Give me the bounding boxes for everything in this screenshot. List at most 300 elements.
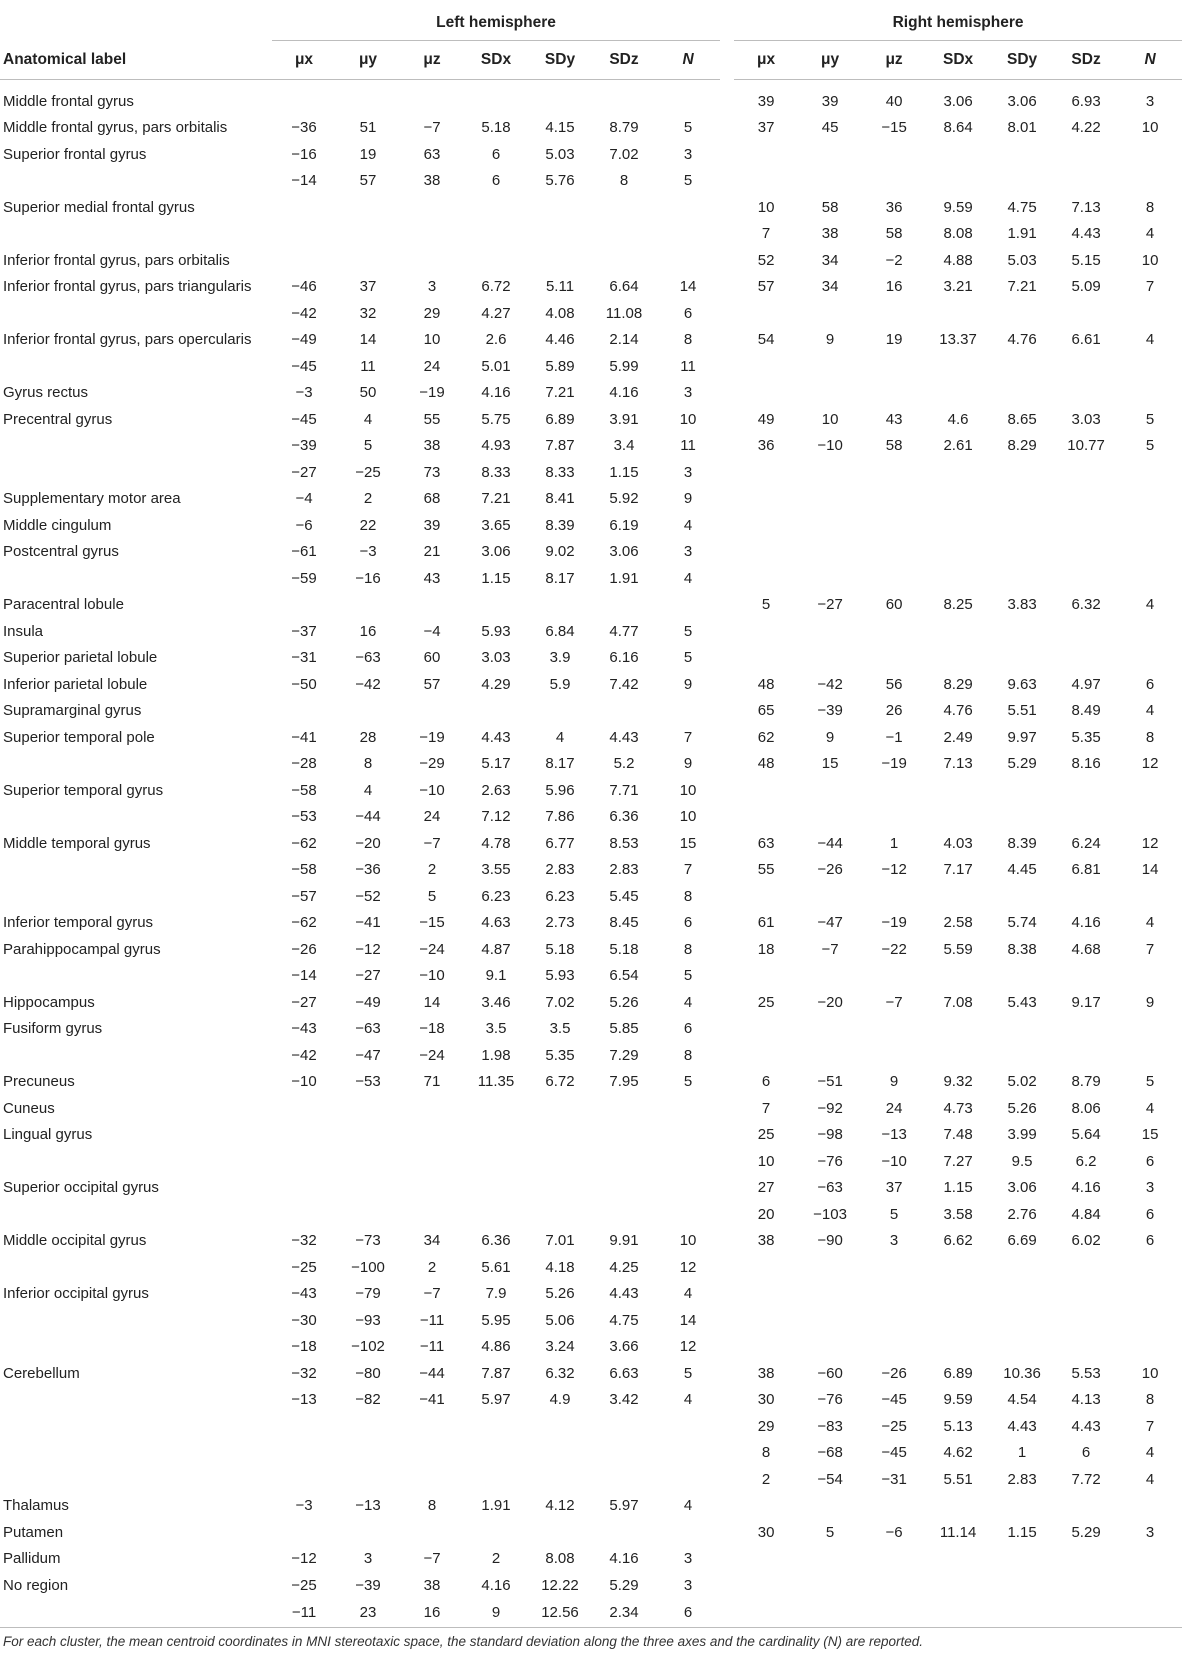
left-n-cell: 15 bbox=[679, 834, 697, 852]
anatomical-label-cell bbox=[0, 168, 272, 195]
right-sd-x-cell: 3.58 bbox=[943, 1205, 973, 1223]
left-mu-z-cell: 10 bbox=[423, 331, 441, 349]
left-mu-y-cell: −53 bbox=[355, 1073, 381, 1091]
left-sd-x-cell: 6.23 bbox=[481, 887, 511, 905]
table-row bbox=[0, 1546, 1182, 1573]
right-n-cell: 15 bbox=[1141, 1126, 1159, 1144]
left-mu-z-cell: −7 bbox=[423, 119, 441, 137]
left-n-cell: 9 bbox=[683, 675, 693, 693]
left-mu-z-cell: −7 bbox=[423, 1285, 441, 1303]
left-sd-z-cell bbox=[592, 1148, 656, 1175]
right-mu-x-cell bbox=[734, 141, 798, 168]
right-sd-y-header: SDy bbox=[990, 41, 1054, 80]
left-sd-y-cell: 8.17 bbox=[545, 755, 575, 773]
right-sd-z-cell: 5.64 bbox=[1071, 1126, 1101, 1144]
right-mu-z-cell: 26 bbox=[885, 702, 903, 720]
left-sd-x-cell: 5.97 bbox=[481, 1391, 511, 1409]
right-sd-y-cell: 10.36 bbox=[1003, 1364, 1041, 1382]
anatomical-label-cell: Precentral gyrus bbox=[3, 410, 113, 428]
right-sd-z-cell: 5.29 bbox=[1071, 1523, 1101, 1541]
left-mu-x-cell: −50 bbox=[291, 675, 317, 693]
left-n-cell: 6 bbox=[683, 1020, 693, 1038]
left-mu-x-cell bbox=[272, 1175, 336, 1202]
right-mu-z-cell: −2 bbox=[885, 251, 903, 269]
hemisphere-gap bbox=[720, 406, 734, 433]
right-mu-y-cell: −63 bbox=[817, 1179, 843, 1197]
anatomical-label-cell: Middle temporal gyrus bbox=[3, 834, 151, 852]
left-sd-x-cell bbox=[464, 194, 528, 221]
left-sd-y-cell: 7.86 bbox=[545, 808, 575, 826]
left-n-cell: 14 bbox=[679, 278, 697, 296]
right-sd-y-cell bbox=[990, 353, 1054, 380]
hemisphere-gap bbox=[720, 618, 734, 645]
left-sd-x-cell: 5.95 bbox=[481, 1311, 511, 1329]
right-sd-z-cell bbox=[1054, 141, 1118, 168]
left-n-cell: 10 bbox=[679, 781, 697, 799]
hemisphere-gap bbox=[720, 1360, 734, 1387]
right-n-cell: 7 bbox=[1145, 1417, 1155, 1435]
left-sd-y-cell: 7.01 bbox=[545, 1232, 575, 1250]
left-mu-z-cell: 73 bbox=[423, 463, 441, 481]
hemisphere-gap bbox=[720, 989, 734, 1016]
right-sd-y-cell bbox=[990, 1599, 1054, 1628]
right-mu-x-cell bbox=[734, 1042, 798, 1069]
left-n-cell bbox=[656, 1519, 720, 1546]
left-mu-x-cell: −25 bbox=[291, 1258, 317, 1276]
right-sd-z-cell bbox=[1054, 459, 1118, 486]
anatomical-label-cell: Middle frontal gyrus bbox=[3, 92, 134, 110]
left-sd-z-cell: 3.66 bbox=[609, 1338, 639, 1356]
left-sd-z-cell bbox=[592, 221, 656, 248]
anatomical-label-cell: Superior temporal gyrus bbox=[3, 781, 164, 799]
left-mu-z-cell: 14 bbox=[423, 993, 441, 1011]
right-mu-y-cell: −47 bbox=[817, 914, 843, 932]
table-row bbox=[0, 671, 1182, 698]
left-n-cell: 5 bbox=[683, 1073, 693, 1091]
right-mu-x-cell: 61 bbox=[757, 914, 775, 932]
right-n-cell: 8 bbox=[1145, 198, 1155, 216]
table-footnote: For each cluster, the mean centroid coordinates in MNI stereotaxic space, the standard deviation along the three axes and the cardinality (N) are reported. bbox=[3, 1634, 924, 1649]
right-sd-z-cell: 5.09 bbox=[1071, 278, 1101, 296]
left-sd-y-cell: 2.83 bbox=[545, 861, 575, 879]
right-n-cell bbox=[1118, 1334, 1182, 1361]
left-sd-x-cell: 3.03 bbox=[481, 649, 511, 667]
left-mu-y-cell: 50 bbox=[359, 384, 377, 402]
left-sd-x-cell: 5.61 bbox=[481, 1258, 511, 1276]
table-row bbox=[0, 1387, 1182, 1414]
hemisphere-gap bbox=[720, 1122, 734, 1149]
hemisphere-gap bbox=[720, 1069, 734, 1096]
hemisphere-gap bbox=[720, 830, 734, 857]
left-sd-y-cell bbox=[528, 80, 592, 115]
right-n-cell: 8 bbox=[1145, 728, 1155, 746]
left-sd-z-cell bbox=[592, 698, 656, 725]
left-sd-x-cell: 4.16 bbox=[481, 1576, 511, 1594]
left-mu-x-cell: −11 bbox=[272, 1599, 336, 1628]
left-mu-y-cell: 28 bbox=[359, 728, 377, 746]
left-n-cell: 7 bbox=[683, 728, 693, 746]
right-mu-x-cell: 25 bbox=[757, 993, 775, 1011]
left-sd-z-cell: 7.02 bbox=[609, 145, 639, 163]
anatomical-label-cell: Inferior frontal gyrus, pars orbitalis bbox=[3, 251, 230, 269]
table-row bbox=[0, 247, 1182, 274]
table-row bbox=[0, 1440, 1182, 1467]
left-n-cell bbox=[656, 1440, 720, 1467]
table-row bbox=[0, 804, 1182, 831]
anatomical-label-cell: Cerebellum bbox=[3, 1364, 80, 1382]
left-n-cell: 4 bbox=[683, 569, 693, 587]
left-sd-y-cell: 7.02 bbox=[545, 993, 575, 1011]
hemisphere-gap bbox=[720, 1148, 734, 1175]
anatomical-label-cell: Precuneus bbox=[3, 1073, 75, 1091]
left-sd-x-cell: 7.87 bbox=[481, 1364, 511, 1382]
left-mu-x-cell: −62 bbox=[291, 834, 317, 852]
right-sd-x-cell bbox=[926, 1546, 990, 1573]
right-mu-z-cell bbox=[862, 1281, 926, 1308]
anatomical-label-cell bbox=[0, 857, 272, 884]
left-n-cell: 6 bbox=[656, 1599, 720, 1628]
left-n-cell: 10 bbox=[679, 1232, 697, 1250]
left-mu-z-cell: −10 bbox=[419, 781, 445, 799]
left-sd-y-cell: 5.76 bbox=[545, 172, 575, 190]
right-n-cell: 4 bbox=[1145, 1099, 1155, 1117]
right-mu-z-header: μz bbox=[862, 41, 926, 80]
left-mu-x-cell: −57 bbox=[291, 887, 317, 905]
hemisphere-gap bbox=[720, 724, 734, 751]
right-mu-x-cell: 49 bbox=[757, 410, 775, 428]
right-mu-z-cell bbox=[862, 459, 926, 486]
right-n-cell: 6 bbox=[1145, 1232, 1155, 1250]
hemisphere-gap bbox=[720, 1572, 734, 1599]
right-sd-z-cell: 6.2 bbox=[1075, 1152, 1097, 1170]
left-sd-z-cell bbox=[592, 80, 656, 115]
right-sd-z-cell: 4.68 bbox=[1071, 940, 1101, 958]
right-sd-x-cell: 6.89 bbox=[943, 1364, 973, 1382]
right-sd-x-cell bbox=[926, 963, 990, 990]
left-mu-z-cell: 2 bbox=[427, 1258, 437, 1276]
left-n-cell: 11 bbox=[680, 357, 696, 375]
right-sd-x-cell: 8.25 bbox=[943, 596, 973, 614]
right-mu-y-cell bbox=[798, 777, 862, 804]
left-mu-x-cell: −32 bbox=[291, 1364, 317, 1382]
right-sd-x-cell bbox=[926, 1254, 990, 1281]
right-n-cell bbox=[1118, 1572, 1182, 1599]
right-mu-z-cell bbox=[862, 645, 926, 672]
right-mu-x-cell bbox=[734, 1493, 798, 1520]
right-mu-x-cell: 8 bbox=[761, 1444, 771, 1462]
right-sd-y-cell bbox=[990, 883, 1054, 910]
left-mu-y-cell: −49 bbox=[355, 993, 381, 1011]
right-sd-z-cell bbox=[1054, 777, 1118, 804]
right-sd-y-cell: 2.83 bbox=[1007, 1470, 1037, 1488]
right-mu-z-cell bbox=[862, 1254, 926, 1281]
right-mu-z-cell: 58 bbox=[885, 225, 903, 243]
left-mu-y-cell: 32 bbox=[359, 304, 377, 322]
anatomical-label-cell: Pallidum bbox=[3, 1550, 61, 1568]
right-sd-x-cell: 5.51 bbox=[943, 1470, 973, 1488]
right-mu-x-cell bbox=[734, 565, 798, 592]
left-n-cell: 3 bbox=[683, 543, 693, 561]
left-mu-y-cell: −52 bbox=[355, 887, 381, 905]
left-sd-y-cell bbox=[528, 1175, 592, 1202]
table-body bbox=[0, 80, 1182, 1628]
anatomical-label-cell bbox=[0, 565, 272, 592]
right-sd-z-cell bbox=[1054, 963, 1118, 990]
right-mu-x-cell: 18 bbox=[757, 940, 775, 958]
left-mu-y-cell bbox=[336, 1466, 400, 1493]
left-mu-z-cell: 3 bbox=[427, 278, 437, 296]
right-sd-x-cell: 6.62 bbox=[943, 1232, 973, 1250]
left-mu-z-cell bbox=[400, 1466, 464, 1493]
left-mu-y-cell: 16 bbox=[359, 622, 377, 640]
left-mu-y-cell: 3 bbox=[363, 1550, 373, 1568]
left-mu-x-cell bbox=[272, 1519, 336, 1546]
right-sd-x-cell bbox=[926, 1334, 990, 1361]
left-n-cell: 4 bbox=[683, 516, 693, 534]
left-mu-y-cell: −39 bbox=[355, 1576, 381, 1594]
left-mu-y-cell bbox=[336, 1095, 400, 1122]
right-sd-x-cell bbox=[926, 1493, 990, 1520]
right-mu-z-cell bbox=[862, 353, 926, 380]
right-sd-y-cell bbox=[990, 168, 1054, 195]
left-mu-z-cell: −19 bbox=[419, 728, 445, 746]
left-n-cell: 5 bbox=[683, 172, 693, 190]
left-mu-z-cell: 38 bbox=[423, 172, 441, 190]
right-n-cell bbox=[1118, 618, 1182, 645]
left-sd-y-cell: 4.9 bbox=[549, 1391, 571, 1409]
table-row bbox=[0, 1307, 1182, 1334]
right-sd-y-cell bbox=[990, 618, 1054, 645]
left-sd-y-cell: 8.17 bbox=[545, 569, 575, 587]
right-sd-x-cell bbox=[926, 539, 990, 566]
hemisphere-gap bbox=[720, 194, 734, 221]
table-row bbox=[0, 1122, 1182, 1149]
right-sd-y-cell bbox=[990, 539, 1054, 566]
right-mu-y-cell: −27 bbox=[817, 596, 843, 614]
right-mu-x-cell: 52 bbox=[757, 251, 775, 269]
right-sd-x-cell bbox=[926, 1572, 990, 1599]
anatomical-label-cell: Insula bbox=[3, 622, 44, 640]
right-n-cell bbox=[1118, 1546, 1182, 1573]
left-sd-y-cell: 6.84 bbox=[545, 622, 575, 640]
left-mu-x-cell: −37 bbox=[291, 622, 317, 640]
right-mu-y-cell bbox=[798, 380, 862, 407]
left-n-cell bbox=[656, 1095, 720, 1122]
left-mu-z-cell: 71 bbox=[423, 1073, 441, 1091]
right-sd-y-cell bbox=[990, 1493, 1054, 1520]
left-mu-x-cell: −6 bbox=[295, 516, 313, 534]
right-sd-x-cell: 3.21 bbox=[943, 278, 973, 296]
table-row bbox=[0, 1069, 1182, 1096]
right-mu-z-cell: −25 bbox=[881, 1417, 907, 1435]
left-mu-x-cell: −31 bbox=[291, 649, 317, 667]
right-sd-z-cell: 7.13 bbox=[1071, 198, 1101, 216]
right-sd-z-cell: 4.22 bbox=[1071, 119, 1101, 137]
left-sd-z-cell: 3.4 bbox=[613, 437, 635, 455]
right-mu-x-cell: 6 bbox=[761, 1073, 771, 1091]
right-sd-z-cell bbox=[1054, 168, 1118, 195]
left-n-cell bbox=[656, 1466, 720, 1493]
left-sd-y-cell: 4.08 bbox=[545, 304, 575, 322]
right-mu-y-cell bbox=[798, 883, 862, 910]
left-mu-z-cell: −10 bbox=[419, 967, 445, 985]
right-sd-y-cell bbox=[990, 380, 1054, 407]
right-mu-x-cell bbox=[734, 1016, 798, 1043]
left-mu-y-cell bbox=[336, 1201, 400, 1228]
left-sd-x-cell: 3.65 bbox=[481, 516, 511, 534]
right-sd-z-cell: 9.17 bbox=[1071, 993, 1101, 1011]
left-sd-x-cell: 2.63 bbox=[481, 781, 511, 799]
right-mu-z-cell: 58 bbox=[885, 437, 903, 455]
right-sd-y-cell bbox=[990, 777, 1054, 804]
left-mu-x-cell: −32 bbox=[291, 1232, 317, 1250]
right-n-cell bbox=[1118, 645, 1182, 672]
left-sd-z-cell: 2.34 bbox=[592, 1599, 656, 1628]
right-mu-z-cell: −6 bbox=[885, 1523, 903, 1541]
left-mu-z-cell: −24 bbox=[419, 1046, 445, 1064]
left-mu-y-cell: −12 bbox=[355, 940, 381, 958]
right-n-cell: 3 bbox=[1145, 1523, 1155, 1541]
right-sd-x-cell bbox=[926, 804, 990, 831]
left-mu-y-cell bbox=[336, 1413, 400, 1440]
right-sd-z-cell: 6.32 bbox=[1071, 596, 1101, 614]
left-mu-x-cell: −42 bbox=[291, 1046, 317, 1064]
right-mu-x-cell: 54 bbox=[757, 331, 775, 349]
right-n-cell: 10 bbox=[1141, 119, 1159, 137]
right-sd-z-cell: 6.93 bbox=[1071, 92, 1101, 110]
right-sd-y-cell: 9.63 bbox=[1007, 675, 1037, 693]
table-row bbox=[0, 1466, 1182, 1493]
left-sd-y-cell bbox=[528, 221, 592, 248]
left-n-cell: 8 bbox=[683, 887, 693, 905]
left-mu-z-cell: −44 bbox=[419, 1364, 445, 1382]
right-sd-y-cell bbox=[990, 512, 1054, 539]
anatomical-label-cell bbox=[0, 804, 272, 831]
right-mu-z-cell bbox=[862, 539, 926, 566]
left-n-cell: 10 bbox=[679, 808, 697, 826]
hemisphere-gap bbox=[720, 1307, 734, 1334]
left-mu-y-header: μy bbox=[336, 41, 400, 80]
left-n-cell: 6 bbox=[683, 914, 693, 932]
left-mu-z-cell: 60 bbox=[423, 649, 441, 667]
left-sd-x-cell: 6 bbox=[491, 172, 501, 190]
right-n-cell: 7 bbox=[1145, 278, 1155, 296]
right-n-cell bbox=[1118, 1016, 1182, 1043]
hemisphere-gap bbox=[720, 327, 734, 354]
left-sd-z-cell: 3.42 bbox=[609, 1391, 639, 1409]
right-mu-x-cell bbox=[734, 963, 798, 990]
right-mu-y-cell bbox=[798, 1016, 862, 1043]
left-mu-z-cell: 34 bbox=[423, 1232, 441, 1250]
right-sd-z-cell: 5.15 bbox=[1071, 251, 1101, 269]
left-sd-x-cell bbox=[464, 1201, 528, 1228]
left-mu-z-cell: 68 bbox=[423, 490, 441, 508]
right-n-cell: 12 bbox=[1141, 755, 1159, 773]
right-mu-x-cell bbox=[734, 459, 798, 486]
right-n-cell bbox=[1118, 883, 1182, 910]
column-header-row bbox=[0, 41, 1182, 80]
left-mu-z-cell: 24 bbox=[423, 357, 441, 375]
right-sd-z-cell: 8.49 bbox=[1071, 702, 1101, 720]
right-mu-y-cell bbox=[798, 618, 862, 645]
hemisphere-gap bbox=[720, 1042, 734, 1069]
left-mu-z-cell: −7 bbox=[423, 1550, 441, 1568]
anatomical-label-cell bbox=[0, 1254, 272, 1281]
left-sd-z-cell: 4.43 bbox=[609, 1285, 639, 1303]
left-sd-y-cell: 5.06 bbox=[545, 1311, 575, 1329]
right-sd-y-cell: 4.76 bbox=[1007, 331, 1037, 349]
right-mu-z-cell: 19 bbox=[885, 331, 903, 349]
table-row bbox=[0, 592, 1182, 619]
hemisphere-gap bbox=[720, 274, 734, 301]
left-n-cell bbox=[656, 1413, 720, 1440]
right-mu-z-cell: 16 bbox=[885, 278, 903, 296]
right-mu-y-cell bbox=[798, 168, 862, 195]
right-sd-z-cell: 5.53 bbox=[1071, 1364, 1101, 1382]
right-mu-z-cell bbox=[862, 168, 926, 195]
right-mu-y-cell: 9 bbox=[825, 331, 835, 349]
hemisphere-gap bbox=[720, 645, 734, 672]
right-sd-y-cell: 9.5 bbox=[1011, 1152, 1033, 1170]
right-sd-y-cell bbox=[990, 565, 1054, 592]
left-n-cell: 8 bbox=[683, 940, 693, 958]
table-row bbox=[0, 1148, 1182, 1175]
left-sd-z-cell bbox=[592, 1440, 656, 1467]
left-sd-x-cell bbox=[464, 247, 528, 274]
left-sd-y-cell: 4.46 bbox=[545, 331, 575, 349]
left-n-cell: 12 bbox=[679, 1338, 697, 1356]
left-mu-x-cell bbox=[272, 1413, 336, 1440]
left-mu-y-cell: −20 bbox=[355, 834, 381, 852]
left-mu-x-cell: −30 bbox=[291, 1311, 317, 1329]
table-row bbox=[0, 406, 1182, 433]
anatomical-label-cell bbox=[0, 963, 272, 990]
anatomical-label-cell bbox=[0, 1466, 272, 1493]
left-sd-z-cell: 6.63 bbox=[609, 1364, 639, 1382]
hemisphere-gap bbox=[720, 592, 734, 619]
anatomical-label-cell: Inferior temporal gyrus bbox=[3, 914, 154, 932]
left-mu-x-cell bbox=[272, 1148, 336, 1175]
left-mu-z-cell bbox=[400, 1148, 464, 1175]
right-mu-x-cell: 55 bbox=[757, 861, 775, 879]
right-mu-y-cell bbox=[798, 1307, 862, 1334]
left-n-cell: 3 bbox=[683, 463, 693, 481]
right-sd-z-cell: 6 bbox=[1081, 1444, 1091, 1462]
left-sd-y-cell: 4 bbox=[555, 728, 565, 746]
right-hemisphere-header: Right hemisphere bbox=[734, 6, 1182, 41]
right-n-cell bbox=[1118, 1281, 1182, 1308]
right-sd-y-cell: 5.51 bbox=[1007, 702, 1037, 720]
table-row bbox=[0, 910, 1182, 937]
hemisphere-gap bbox=[720, 433, 734, 460]
right-sd-x-cell bbox=[926, 883, 990, 910]
left-sd-y-cell: 5.96 bbox=[545, 781, 575, 799]
left-sd-z-cell: 5.99 bbox=[609, 357, 639, 375]
right-n-cell: 14 bbox=[1141, 861, 1159, 879]
right-n-cell bbox=[1118, 1042, 1182, 1069]
left-mu-z-cell: −7 bbox=[423, 834, 441, 852]
right-sd-z-cell bbox=[1054, 380, 1118, 407]
hemisphere-gap bbox=[720, 963, 734, 990]
left-mu-z-cell: 39 bbox=[423, 516, 441, 534]
right-mu-y-cell: 39 bbox=[821, 92, 839, 110]
left-mu-x-cell: −27 bbox=[291, 993, 317, 1011]
right-mu-z-cell bbox=[862, 380, 926, 407]
left-sd-x-cell bbox=[464, 1519, 528, 1546]
right-sd-y-cell bbox=[990, 645, 1054, 672]
right-mu-x-cell bbox=[734, 883, 798, 910]
left-sd-z-cell: 7.71 bbox=[609, 781, 639, 799]
